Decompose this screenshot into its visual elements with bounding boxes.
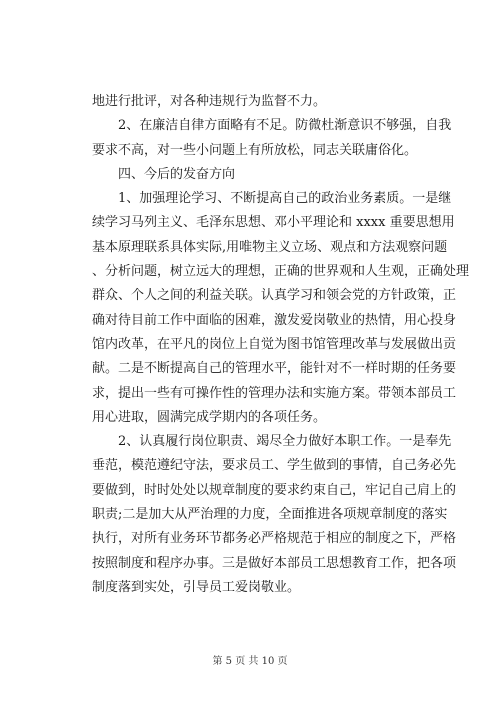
text-line: 馆内改革，在平凡的岗位上自觉为图书馆管理改革与发展做出贡 xyxy=(92,336,457,352)
text-line: 献。二是不断提高自己的管理水平，能针对不一样时期的任务要 xyxy=(92,361,457,377)
text-line: 1、加强理论学习、不断提高自己的政治业务素质。一是继 xyxy=(92,191,452,207)
text-line: 群众、个人之间的利益关联。认真学习和领会党的方针政策，正 xyxy=(92,288,457,304)
text-line: 要做到，时时处处以规章制度的要求约束自己，牢记自己肩上的 xyxy=(92,482,457,498)
text-line: 用心进取，圆满完成学期内的各项任务。 xyxy=(92,409,327,425)
text-line: 四、今后的发奋方向 xyxy=(92,166,236,182)
page-footer: 第 5 页 共 10 页 xyxy=(212,656,288,667)
text-line: 2、认真履行岗位职责、竭尽全力做好本职工作。一是奉先 xyxy=(92,434,452,450)
text-line: 基本原理联系具体实际,用唯物主义立场、观点和方法观察问题 xyxy=(92,239,448,255)
text-line: 职责;二是加大从严治理的力度，全面推进各项规章制度的落实 xyxy=(92,507,448,523)
document-body xyxy=(92,90,470,600)
text-line: 续学习马列主义、毛泽东思想、邓小平理论和 xxxx 重要思想用 xyxy=(92,215,455,231)
text-line: 要求不高，对一些小问题上有所放松，同志关联庸俗化。 xyxy=(92,142,418,158)
text-line: 执行，对所有业务环节都务必严格规范于相应的制度之下，严格 xyxy=(92,531,457,547)
text-line: 垂范，模范遵纪守法，要求员工、学生做到的事情，自己务必先 xyxy=(92,458,457,474)
text-line: 制度落到实处，引导员工爱岗敬业。 xyxy=(92,579,301,595)
text-line: 求，提出一些有可操作性的管理办法和实施方案。带领本部员工 xyxy=(92,385,457,401)
text-line: 2、在廉洁自律方面略有不足。防微杜渐意识不够强，自我 xyxy=(92,118,452,134)
text-line: 确对待目前工作中面临的困难，激发爱岗敬业的热情，用心投身 xyxy=(92,312,457,328)
text-line: 、分析问题，树立远大的理想，正确的世界观和人生观，正确处理 xyxy=(92,264,470,280)
text-line: 地进行批评，对各种违规行为监督不力。 xyxy=(92,94,327,109)
text-line: 按照制度和程序办事。三是做好本部员工思想教育工作，把各项 xyxy=(92,555,457,571)
